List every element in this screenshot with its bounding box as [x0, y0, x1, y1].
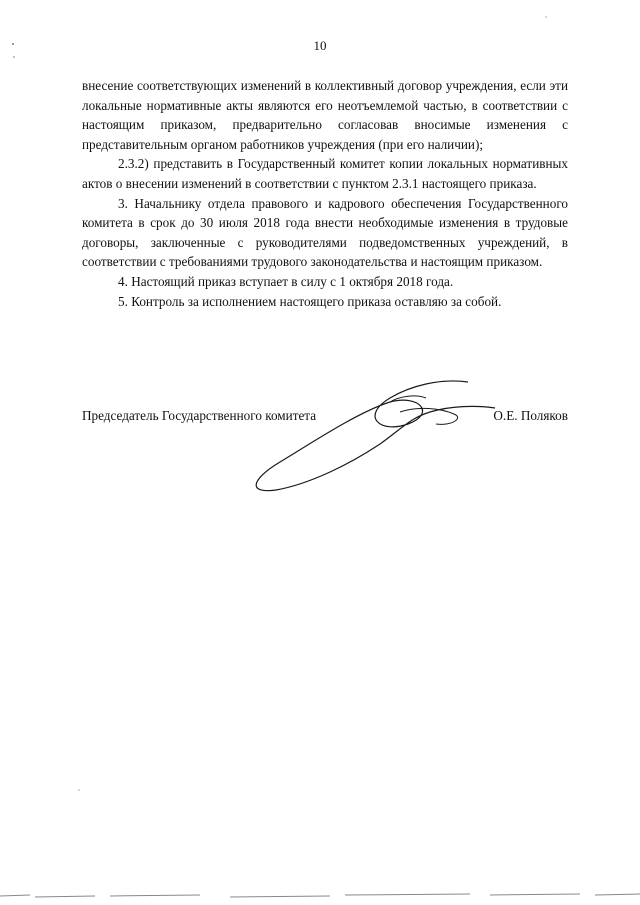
- signatory-title: Председатель Государственного комитета: [82, 408, 317, 423]
- document-body: [82, 76, 568, 311]
- handwritten-signature: [240, 372, 500, 502]
- paragraph-5: 5. Контроль за исполнением настоящего приказа оставляю за собой.: [118, 293, 502, 309]
- paragraph-2-3-2: 2.3.2) представить в Государственный комитет копии локальных нормативных актов о внесении изменений в соответствии с пунктом 2.3.1 настоящего приказа.: [82, 156, 568, 191]
- page-number: 10: [313, 38, 327, 53]
- paragraph-3: 3. Начальнику отдела правового и кадрового обеспечения Государственного комитета в срок до 30 июля 2018 года внести необходимые изменения в трудовые договоры, заключенные с руководителями подведомственных учреждений, в соответствии с требованиями трудового законодательства и настоящим приказом.: [82, 195, 568, 270]
- signatory-name: О.Е. Поляков: [493, 408, 568, 423]
- paragraph-4: 4. Настоящий приказ вступает в силу с 1 октября 2018 года.: [118, 273, 454, 289]
- paragraph-collective-agreement: внесение соответствующих изменений в коллективный договор учреждения, если эти локальные нормативные акты являются его неотъемлемой частью, в соответствии с настоящим приказом, предварительно согласовав вносимые изменения с представительным органом работников учреждения (при его наличии);: [82, 78, 568, 152]
